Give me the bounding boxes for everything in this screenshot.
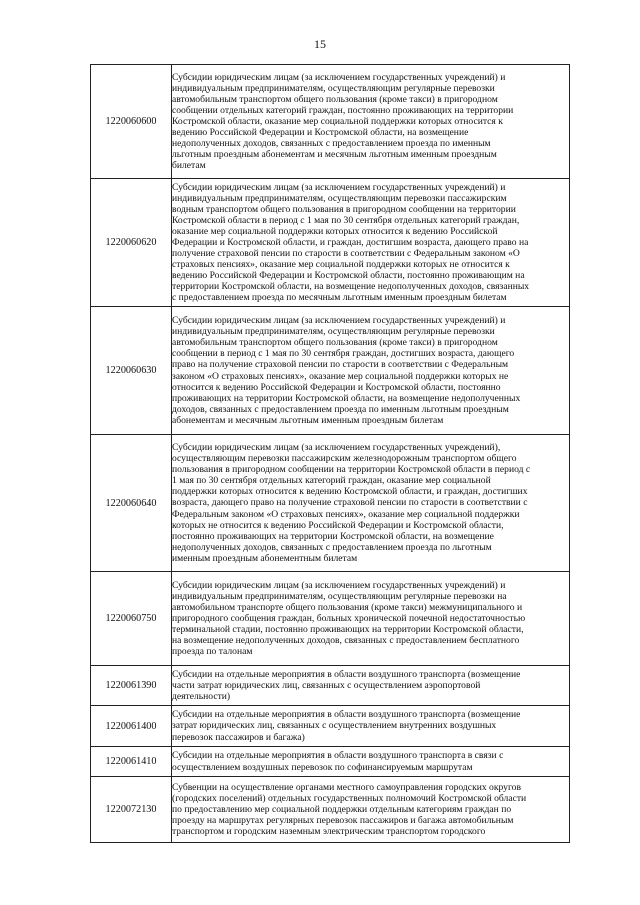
description-line: Субвенции на осуществление органами местного самоуправления городских округов xyxy=(172,781,522,793)
description-line: абонементам и месячным льготным именным проездным билетам xyxy=(172,414,444,426)
description-line: сообщении в период с 1 мая по 30 сентября граждан, достигших возраста, дающего xyxy=(172,348,515,360)
description-cell xyxy=(172,307,570,435)
description-line: территории Костромской области, на возмещение недополученных доходов, связанных xyxy=(172,281,530,293)
table-row xyxy=(91,65,570,179)
description-line: индивидуальным предпринимателям, осуществляющим регулярные перевозки xyxy=(172,82,495,94)
description-line: оказание мер социальной поддержки которых относится к ведению Российской xyxy=(172,225,498,237)
budget-code-cell: 1220061390 xyxy=(91,666,172,706)
description-line: пользования в пригородном сообщении на территории Костромской области в период с xyxy=(172,464,531,476)
description-line: автомобильном транспорте общего пользования (кроме такси) межмуниципального и xyxy=(172,601,523,613)
description-cell xyxy=(172,179,570,307)
description-line: с предоставлением проезда по месячным льготным именным проездным билетам xyxy=(172,292,507,304)
budget-code-cell: 1220060640 xyxy=(91,435,172,572)
description-line: проезду на маршрутах регулярных перевозок пассажиров и багажа автомобильным xyxy=(172,815,514,827)
description-line: Федерации и Костромской области, и граждан, достигшим возраста, дающего право на xyxy=(172,236,529,248)
budget-code-cell: 1220061400 xyxy=(91,706,172,747)
table-row xyxy=(91,777,570,843)
description-line: терминальной стадии, постоянно проживающих на территории Костромской области, xyxy=(172,624,524,636)
budget-code-cell: 1220060630 xyxy=(91,307,172,435)
budget-code-cell: 1220061410 xyxy=(91,747,172,777)
description-line: осуществляющим перевозки пассажирским железнодорожным транспортом общего xyxy=(172,453,517,465)
budget-code-cell: 1220060750 xyxy=(91,572,172,666)
budget-code-cell: 1220072130 xyxy=(91,777,172,843)
budget-code-cell: 1220060600 xyxy=(91,65,172,179)
table-row xyxy=(91,572,570,666)
description-line: 1 мая по 30 сентября отдельных категорий граждан, оказание мер социальной xyxy=(172,475,491,487)
table-row xyxy=(91,666,570,706)
description-line: льготным проездным абонементам и месячным льготным именным проездным xyxy=(172,149,497,161)
table-row xyxy=(91,747,570,777)
description-line: (городских поселений) отдельных государственных полномочий Костромской области xyxy=(172,792,527,804)
description-line: законом «О страховых пенсиях», оказание мер социальной поддержки которых не xyxy=(172,370,509,382)
description-line: Субсидии юридическим лицам (за исключением государственных учреждений) и xyxy=(172,315,506,327)
description-cell xyxy=(172,747,570,777)
table-row xyxy=(91,706,570,747)
description-line: затрат юридических лиц, связанных с осуществлением внутренних воздушных xyxy=(172,720,497,732)
description-line: постоянно проживающих на территории Костромской области, на возмещение xyxy=(172,530,494,542)
budget-codes-table xyxy=(90,64,570,843)
description-line: перевозок пассажиров и багажа) xyxy=(172,731,305,743)
description-cell xyxy=(172,666,570,706)
description-line: на возмещение недополученных доходов, связанных с предоставлением бесплатного xyxy=(172,635,520,647)
description-line: сообщении отдельных категорий граждан, постоянно проживающих на территории xyxy=(172,104,514,116)
description-line: Субсидии юридическим лицам (за исключением государственных учреждений) и xyxy=(172,71,506,83)
description-line: индивидуальным предпринимателям, осуществляющим перевозки пассажирским xyxy=(172,192,507,204)
page-number: 15 xyxy=(314,37,326,51)
description-line: Субсидии юридическим лицам (за исключением государственных учреждений) и xyxy=(172,579,506,591)
description-line: Федеральным законом «О страховых пенсиях», оказание мер социальной поддержки xyxy=(172,508,520,520)
description-cell xyxy=(172,777,570,843)
description-line: Субсидии на отдельные мероприятия в области воздушного транспорта (возмещение xyxy=(172,668,521,680)
description-line: осуществлением воздушных перевозок по софинансируемым маршрутам xyxy=(172,761,473,773)
description-line: Субсидии на отдельные мероприятия в области воздушного транспорта (возмещение xyxy=(172,709,521,721)
description-cell xyxy=(172,572,570,666)
table-row xyxy=(91,435,570,572)
budget-code-cell: 1220060620 xyxy=(91,179,172,307)
description-cell xyxy=(172,706,570,747)
description-line: получение страховой пенсии по старости в соответствии с Федеральным законом «О xyxy=(172,248,520,260)
description-line: Костромской области в период с 1 мая по 30 сентября отдельных категорий граждан, xyxy=(172,214,520,226)
description-line: ведению Российской Федерации и Костромской области, на возмещение xyxy=(172,127,469,139)
description-line: Костромской области, оказание мер социальной поддержки которых относится к xyxy=(172,115,503,127)
description-line: проживающих на территории Костромской области, на возмещение недополученных xyxy=(172,392,521,404)
description-line: возраста, дающего право на получение страховой пенсии по старости в соответствии с xyxy=(172,497,528,509)
description-line: доходов, связанных с предоставлением проезда по именным льготным проездным xyxy=(172,403,509,415)
description-line: недополученных доходов, связанных с предоставлением проезда по льготным xyxy=(172,541,492,553)
description-line: которых не относится к ведению Российской Федерации и Костромской области, xyxy=(172,519,504,531)
description-line: индивидуальным предпринимателям, осуществляющим регулярные перевозки на xyxy=(172,590,507,602)
description-line: автомобильным транспортом общего пользования (кроме такси) в пригородном xyxy=(172,337,498,349)
description-line: билетам xyxy=(172,160,206,172)
description-line: относится к ведению Российской Федерации и Костромской области, постоянно xyxy=(172,381,501,393)
description-line: ведению Российской Федерации и Костромской области, постоянно проживающим на xyxy=(172,270,525,282)
description-line: именным проездным абонементным билетам xyxy=(172,552,358,564)
description-cell xyxy=(172,435,570,572)
description-line: поддержки которых относится к ведению Костромской области, и граждан, достигших xyxy=(172,486,528,498)
description-line: Субсидии юридическим лицам (за исключением государственных учреждений), xyxy=(172,442,501,454)
description-line: страховых пенсиях», оказание мер социальной поддержки которых не относится к xyxy=(172,259,510,271)
description-line: право на получение страховой пенсии по старости в соответствии с Федеральным xyxy=(172,359,509,371)
description-line: пригородного сообщения граждан, больных хронической почечной недостаточностью xyxy=(172,612,526,624)
description-line: деятельности) xyxy=(172,691,231,703)
description-line: проезда по талонам xyxy=(172,646,253,658)
description-line: по предоставлению мер социальной поддержки отдельным категориям граждан по xyxy=(172,803,512,815)
table-row xyxy=(91,179,570,307)
description-cell xyxy=(172,65,570,179)
description-line: Субсидии на отдельные мероприятия в области воздушного транспорта в связи с xyxy=(172,750,504,762)
table-row xyxy=(91,307,570,435)
description-line: автомобильным транспортом общего пользования (кроме такси) в пригородном xyxy=(172,93,498,105)
description-line: водным транспортом общего пользования в пригородном сообщении на территории xyxy=(172,203,516,215)
description-line: недополученных доходов, связанных с предоставлением проезда по именным xyxy=(172,138,491,150)
description-line: Субсидии юридическим лицам (за исключением государственных учреждений) и xyxy=(172,181,506,193)
description-line: транспортом и городским наземным электрическим транспортом городского xyxy=(172,826,486,838)
description-line: части затрат юридических лиц, связанных с осуществлением аэропортовой xyxy=(172,679,481,691)
description-line: индивидуальным предпринимателям, осуществляющим регулярные перевозки xyxy=(172,326,495,338)
